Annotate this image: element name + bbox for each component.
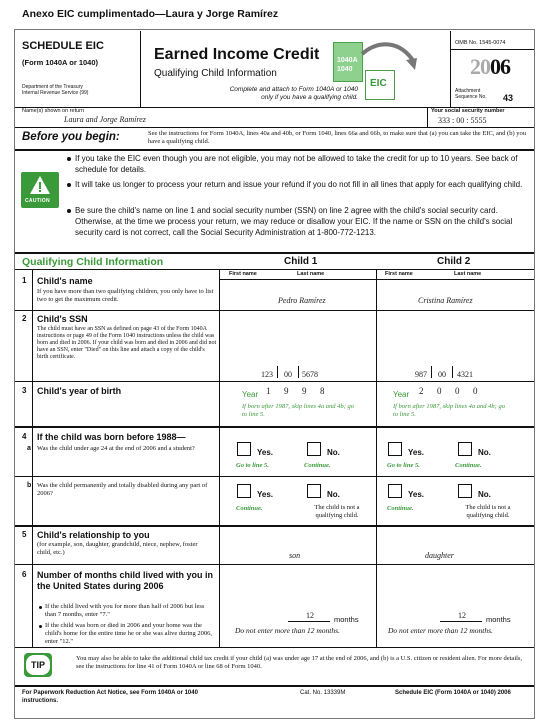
yes-label: Yes. — [408, 490, 425, 499]
no-label: No. — [327, 448, 340, 457]
line6-bullet-1: If the child lived with you for more than half of 2006 but less than 7 months, enter "7." — [45, 603, 205, 618]
ssn-separator — [298, 366, 299, 378]
line6-title: Number of months child lived with you in the United States during 2006 — [37, 570, 214, 591]
child2-year-digit: 0 — [437, 386, 442, 396]
caution-label: CAUTION — [25, 198, 50, 204]
no-label: No. — [327, 490, 340, 499]
first-name-label: First name — [385, 271, 413, 277]
header-note: Anexo EIC cumplimentado—Laura y Jorge Ramírez — [22, 8, 279, 20]
caution-bullet-1: If you take the EIC even though you are not eligible, you may not be allowed to take the credit for up to 10 years. See back of schedule for details. — [75, 154, 518, 174]
bullet — [67, 209, 71, 213]
tip-text: You may also be able to take the additional child tax credit if your child (a) was under age 17 at the end of 2006, and (b) is a U.S. citizen or resident alien. For more details, see the instructions for line 41 of Form 1040A or line 68 of Form 1040. — [76, 655, 523, 670]
child2-year-note: If born after 1987, skip lines 4a and 4b; go to line 5. — [393, 403, 505, 418]
not-qualifying-label: The child is not a qualifying child. — [465, 504, 511, 519]
schedule-title: SCHEDULE EIC — [22, 40, 104, 52]
child2-months-note: Do not enter more than 12 months. — [388, 626, 493, 635]
child1-year-digit: 9 — [284, 386, 289, 396]
child1-months-note: Do not enter more than 12 months. — [235, 626, 340, 635]
child2-relationship: daughter — [425, 551, 454, 560]
form-icon-label: 1040A 1040 — [337, 57, 358, 73]
months-underline — [288, 621, 330, 622]
line4b-text: Was the child permanently and totally disabled during any part of 2006? — [37, 482, 208, 497]
continue-label: Continue. — [455, 462, 482, 469]
divider — [15, 476, 534, 477]
ssn-separator — [277, 366, 278, 378]
line3-title: Child's year of birth — [37, 386, 122, 396]
child1-header: Child 1 — [284, 256, 318, 267]
child2-name: Cristina Ramírez — [418, 296, 473, 305]
omb-number: OMB No. 1545-0074 — [455, 40, 506, 46]
attachment-label: Attachment Sequence No. — [455, 88, 487, 100]
column-divider — [376, 269, 377, 647]
line4-title: If the child was born before 1988— — [37, 432, 186, 442]
continue-label: Continue. — [304, 462, 331, 469]
caution-bullet-3: Be sure the child's name on line 1 and social security number (SSN) on line 2 agree with the child's social security card. Otherwise, at the time we process your return, we may reduce or disallow your EIC. If the name or SSN on the child's social security card is not correct, call the Social Security Administration at 1-800-772-1213. — [75, 206, 513, 237]
eic-icon-label: EIC — [370, 78, 387, 89]
name-label: Name(s) shown on return — [22, 108, 85, 114]
bullet — [67, 183, 71, 187]
last-name-label: Last name — [297, 271, 325, 277]
yes-label: Yes. — [408, 448, 425, 457]
months-underline — [440, 621, 482, 622]
line-number: 1 — [22, 276, 27, 285]
child1-ssn-part: 00 — [284, 370, 292, 379]
line2-title: Child's SSN — [37, 314, 88, 324]
divider — [450, 49, 534, 50]
months-label: months — [334, 615, 359, 624]
line1-text: If you have more than two qualifying children, you only have to list two to get the maximum credit. — [37, 288, 214, 303]
child2-year-digit: 0 — [455, 386, 460, 396]
bullet — [67, 157, 71, 161]
divider — [15, 127, 534, 128]
line6-bullet-2: If the child was born or died in 2006 and your home was the child's home for the entire time he or she was alive during 2006, enter "12." — [45, 622, 213, 645]
child2-ssn-part: 987 — [415, 370, 427, 379]
footer-notice: For Paperwork Reduction Act Notice, see Form 1040A or 1040 instructions. — [22, 690, 198, 704]
caution-icon — [21, 172, 59, 208]
first-name-label: First name — [229, 271, 257, 277]
child1-name: Pedro Ramírez — [278, 296, 326, 305]
not-qualifying-label: The child is not a qualifying child. — [314, 504, 360, 519]
continue-label: Continue. — [387, 505, 414, 512]
line-number: 4 — [22, 432, 27, 441]
line-number: 6 — [22, 570, 27, 579]
section-title: Qualifying Child Information — [22, 256, 164, 268]
line2-text: The child must have an SSN as defined on page 43 of the Form 1040A instructions or page 49 of the Form 1040 instructions unless the child was born and died in 2006. If your child was born and died in 2006 and did not have an SSN, enter "Died" on this line and attach a copy of the child's birth certificate. — [37, 326, 217, 360]
divider — [450, 31, 451, 107]
no-label: No. — [478, 448, 491, 457]
go-line5-label: Go to line 5. — [387, 462, 420, 469]
line4a-text: Was the child under age 24 at the end of 2006 and a student? — [37, 445, 195, 452]
child1-4a-yes-checkbox[interactable] — [237, 442, 251, 456]
child1-year-digit: 8 — [320, 386, 325, 396]
divider — [15, 149, 534, 151]
footer-schedule-label: Schedule EIC (Form 1040A or 1040) 2006 — [395, 690, 511, 696]
yes-label: Yes. — [257, 490, 274, 499]
line-number-column-divider — [32, 269, 33, 647]
bullet — [39, 625, 42, 628]
child1-year-digit: 1 — [266, 386, 271, 396]
child2-year-digit: 0 — [473, 386, 478, 396]
attach-note: Complete and attach to Form 1040A or 1040 only if you have a qualifying child. — [229, 86, 358, 101]
divider — [15, 252, 534, 254]
child2-ssn-part: 00 — [438, 370, 446, 379]
child1-year-digit: 9 — [302, 386, 307, 396]
name-value: Laura and Jorge Ramírez — [64, 115, 146, 124]
schedule-subtitle: (Form 1040A or 1040) — [22, 58, 99, 67]
year-label: Year — [242, 390, 259, 399]
line4b-letter: b — [27, 482, 32, 489]
form-eic-icon — [333, 40, 413, 100]
child1-4b-yes-checkbox[interactable] — [237, 484, 251, 498]
line5-text: (for example, son, daughter, grandchild, niece, nephew, foster child, etc.) — [37, 541, 198, 556]
child2-4b-yes-checkbox[interactable] — [388, 484, 402, 498]
no-label: No. — [478, 490, 491, 499]
ssn-separator — [431, 366, 432, 378]
child1-year-note: If born after 1987, skip lines 4a and 4b; go to line 5. — [242, 403, 354, 418]
last-name-label: Last name — [454, 271, 482, 277]
tax-year — [470, 54, 510, 80]
department-text: Department of the Treasury Internal Revenue Service (99) — [22, 84, 89, 96]
divider — [15, 269, 534, 270]
divider — [15, 525, 534, 527]
child2-header: Child 2 — [437, 256, 471, 267]
divider — [140, 31, 141, 107]
form-title: Earned Income Credit — [154, 46, 320, 63]
bullet — [39, 606, 42, 609]
caution-bullet-2: It will take us longer to process your return and issue your refund if you do not fill in all lines that apply for each qualifying child. — [75, 180, 523, 189]
before-begin-text: See the instructions for Form 1040A, lines 40a and 40b, or Form 1040, lines 66a and 66b, to make sure that (a) you can take the EIC, and (b) you have a qualifying child. — [148, 130, 527, 145]
divider — [15, 381, 534, 382]
line5-title: Child's relationship to you — [37, 530, 150, 540]
child2-year-digit: 2 — [419, 386, 424, 396]
warning-triangle-icon — [29, 174, 51, 196]
child2-months: 12 — [458, 611, 466, 620]
ssn-separator — [452, 366, 453, 378]
child1-4a-no-checkbox[interactable] — [307, 442, 321, 456]
child2-ssn-part: 4321 — [457, 370, 473, 379]
line4a-letter: a — [27, 445, 31, 452]
line-number: 5 — [22, 530, 27, 539]
continue-label: Continue. — [236, 505, 263, 512]
ssn-value: 333 : 00 : 5555 — [438, 116, 487, 125]
sequence-number: 43 — [503, 93, 514, 103]
child1-4b-no-checkbox[interactable] — [307, 484, 321, 498]
child1-ssn-part: 5678 — [302, 370, 318, 379]
tax-year-prefix: 20 — [470, 54, 490, 79]
child2-4a-yes-checkbox[interactable] — [388, 442, 402, 456]
child2-4a-no-checkbox[interactable] — [458, 442, 472, 456]
divider — [15, 647, 534, 648]
catalog-number: Cat. No. 13339M — [300, 690, 346, 696]
go-line5-label: Go to line 5. — [236, 462, 269, 469]
before-begin-title: Before you begin: — [22, 131, 120, 143]
tip-icon — [24, 653, 52, 677]
ssn-label: Your social security number — [431, 108, 505, 114]
arrow-icon — [358, 40, 418, 74]
divider — [427, 107, 428, 127]
child1-relationship: son — [289, 551, 301, 560]
months-label: months — [486, 615, 511, 624]
form-subtitle: Qualifying Child Information — [154, 68, 277, 79]
line1-title: Child's name — [37, 276, 93, 286]
divider — [15, 685, 534, 687]
divider — [15, 564, 534, 565]
line-number: 2 — [22, 314, 27, 323]
yes-label: Yes. — [257, 448, 274, 457]
child1-months: 12 — [306, 611, 314, 620]
child1-ssn-part: 123 — [261, 370, 273, 379]
divider — [15, 426, 534, 428]
column-divider — [219, 269, 220, 647]
divider — [15, 310, 534, 311]
tip-label: TIP — [30, 660, 45, 670]
divider — [219, 279, 534, 280]
line-number: 3 — [22, 386, 27, 395]
year-label: Year — [393, 390, 410, 399]
child2-4b-no-checkbox[interactable] — [458, 484, 472, 498]
tax-year-suffix: 06 — [490, 54, 510, 79]
